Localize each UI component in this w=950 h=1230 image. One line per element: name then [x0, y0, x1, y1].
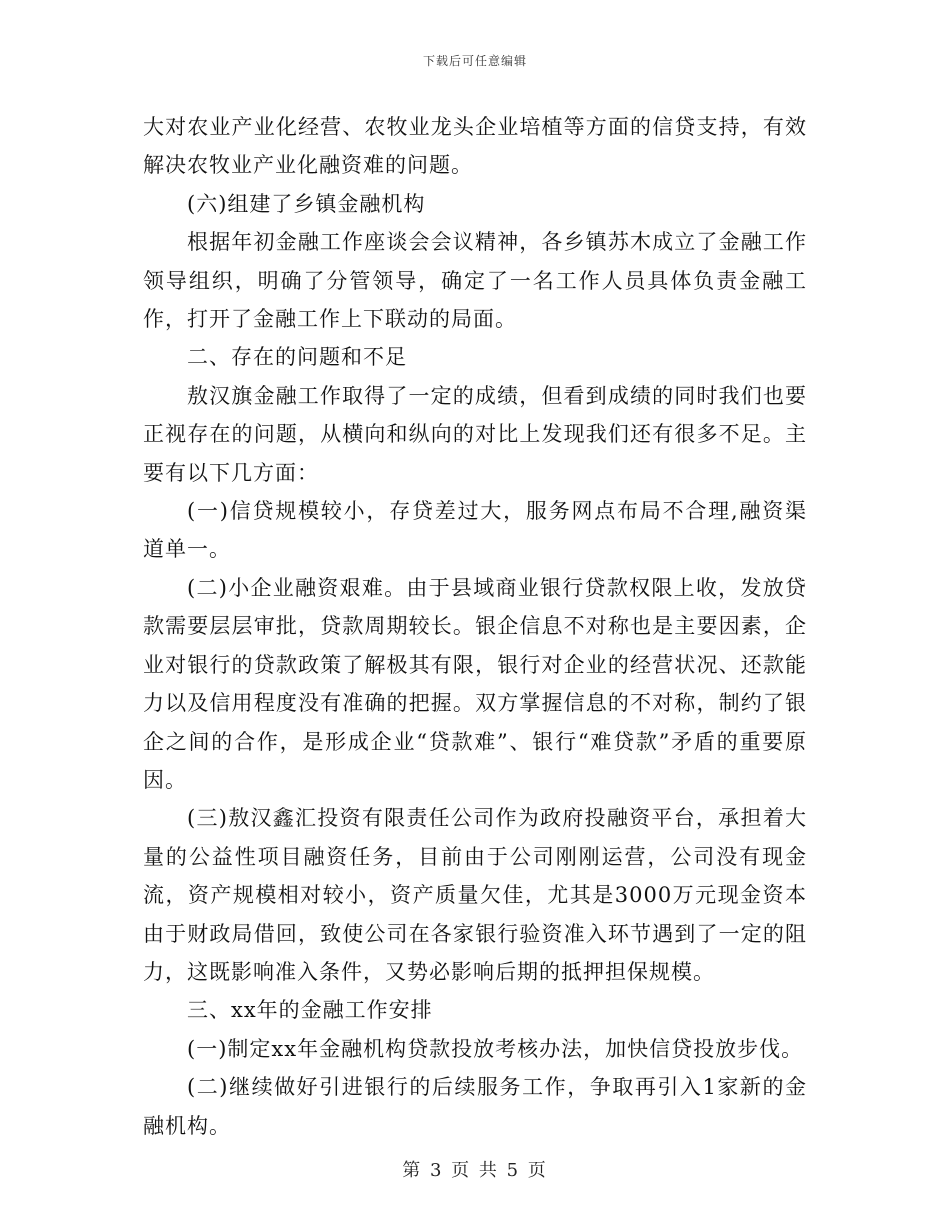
section-heading: 三、xx年的金融工作安排: [187, 998, 433, 1023]
paragraph: (一)制定xx年金融机构贷款投放考核办法，加快信贷投放步伐。: [187, 1036, 804, 1061]
page-header: 下载后可任意编辑: [422, 54, 527, 68]
paragraph: (二)继续做好引进银行的后续服务工作，争取再引入1家新的金融机构。: [143, 1075, 807, 1138]
document-body: [143, 108, 807, 1145]
section-heading: (六)组建了乡镇金融机构: [187, 191, 426, 216]
paragraph: 大对农业产业化经营、农牧业龙头企业培植等方面的信贷支持，有效解决农牧业产业化融资难的问题。: [143, 115, 807, 178]
paragraph: 敖汉旗金融工作取得了一定的成绩，但看到成绩的同时我们也要正视存在的问题，从横向和纵向的对比上发现我们还有很多不足。主要有以下几方面：: [143, 383, 807, 485]
page-number-footer: 第 3 页 共 5 页: [402, 1160, 548, 1181]
paragraph: (二)小企业融资艰难。由于县域商业银行贷款权限上收，发放贷款需要层层审批，贷款周期较长。银企信息不对称也是主要因素，企业对银行的贷款政策了解极其有限，银行对企业的经营状况、还款能力以及信用程度没有准确的把握。双方掌握信息的不对称，制约了银企之间的合作，是形成企业“贷款难”、银行“难贷款”矛盾的重要原因。: [143, 575, 807, 792]
section-heading: 二、存在的问题和不足: [187, 345, 407, 370]
paragraph: (三)敖汉鑫汇投资有限责任公司作为政府投融资平台，承担着大量的公益性项目融资任务，目前由于公司刚刚运营，公司没有现金流，资产规模相对较小，资产质量欠佳，尤其是3000万元现金资本由于财政局借回，致使公司在各家银行验资准入环节遇到了一定的阻力，这既影响准入条件，又势必影响后期的抵押担保规模。: [143, 806, 807, 984]
paragraph: 根据年初金融工作座谈会会议精神，各乡镇苏木成立了金融工作领导组织，明确了分管领导，确定了一名工作人员具体负责金融工作，打开了金融工作上下联动的局面。: [143, 230, 807, 332]
paragraph: (一)信贷规模较小，存贷差过大，服务网点布局不合理,融资渠道单一。: [143, 499, 807, 562]
